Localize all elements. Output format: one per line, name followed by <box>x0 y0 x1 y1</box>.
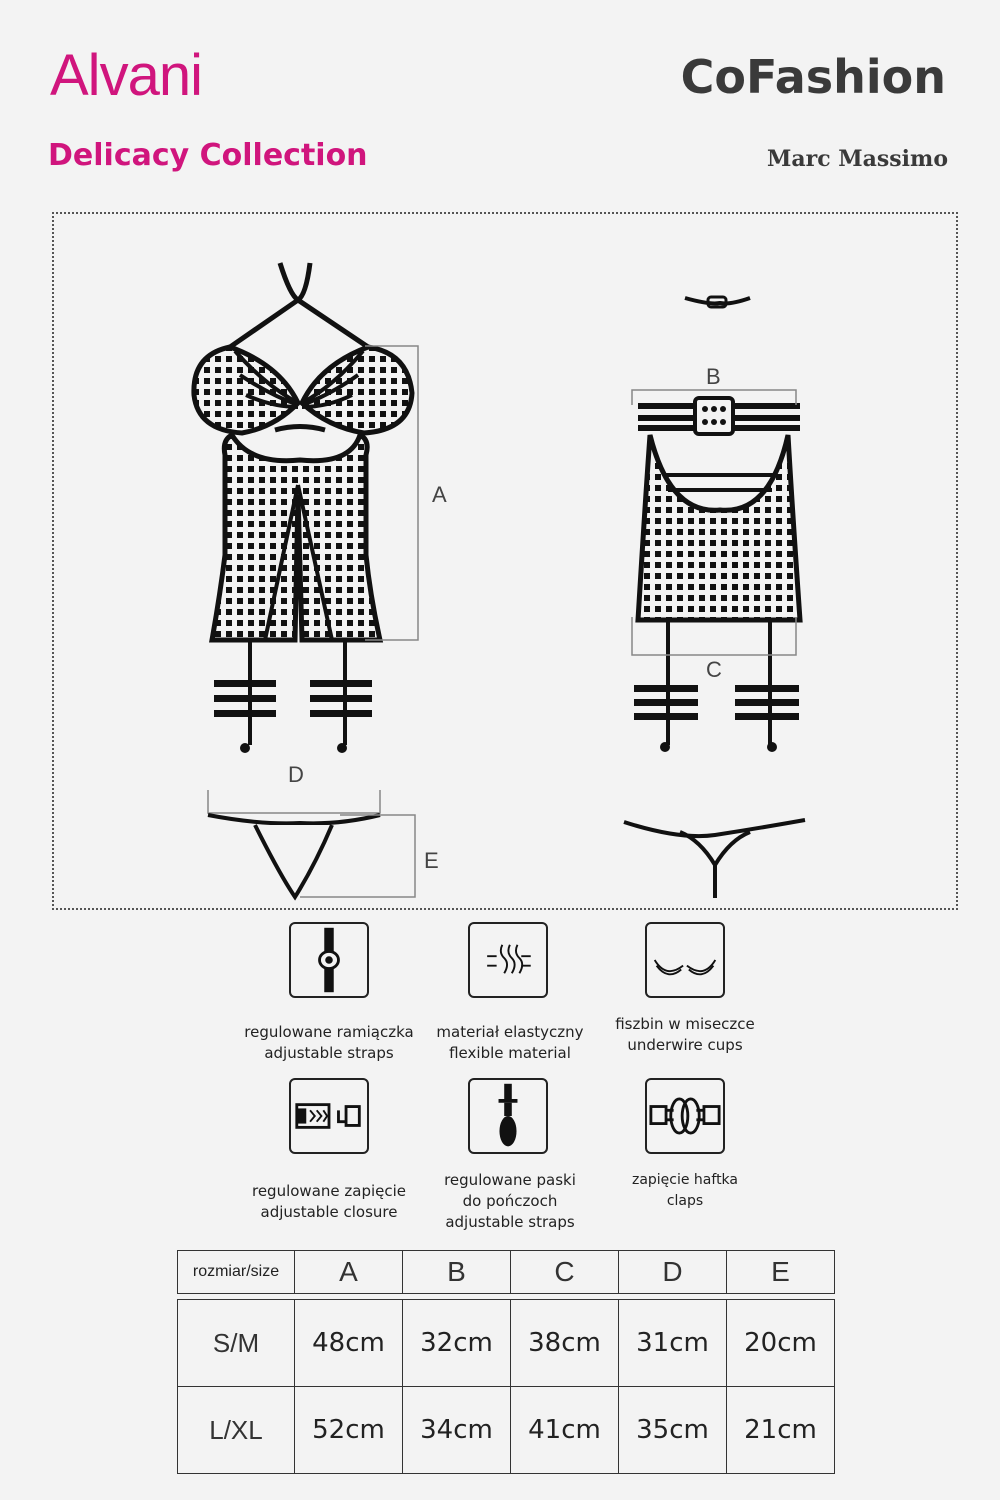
elastic-material-icon <box>468 922 548 998</box>
feature-caption-garter: regulowane paski do pończoch adjustable straps <box>444 1171 576 1231</box>
table-cell: 21cm <box>727 1387 835 1474</box>
feature-caption-closure: regulowane zapięcie adjustable closure <box>251 1182 407 1221</box>
underwire-cups-icon <box>645 922 725 998</box>
collection-name: Delicacy Collection <box>48 138 368 173</box>
feature-caption-straps: regulowane ramiączka adjustable straps <box>244 1023 414 1062</box>
table-row <box>178 1300 835 1387</box>
thong-back-illustration <box>620 810 810 900</box>
brand-name: Alvani <box>50 43 202 108</box>
dimension-b-c-brackets <box>630 385 800 675</box>
hook-clasp-icon <box>645 1078 725 1154</box>
dimension-e-label: E <box>424 848 439 873</box>
dimension-a-bracket <box>360 345 430 645</box>
header-a: A <box>295 1251 403 1294</box>
feature-caption-clasp: zapięcie haftka claps <box>631 1172 739 1209</box>
adjustable-strap-icon <box>289 922 369 998</box>
feature-caption-underwire: fiszbin w miseczce underwire cups <box>615 1015 755 1054</box>
feature-caption-elastic: materiał elastyczny flexible material <box>436 1023 584 1062</box>
table-cell: 41cm <box>511 1387 619 1474</box>
adjustable-closure-icon <box>289 1078 369 1154</box>
size-table <box>177 1299 835 1474</box>
dimension-a-label: A <box>432 482 447 507</box>
size-table-header <box>177 1250 835 1294</box>
header-b: B <box>403 1251 511 1294</box>
table-cell: 35cm <box>619 1387 727 1474</box>
thong-front-illustration <box>200 785 430 905</box>
table-cell: 38cm <box>511 1300 619 1387</box>
garter-strap-icon <box>468 1078 548 1154</box>
table-cell: 31cm <box>619 1300 727 1387</box>
dimension-d-label: D <box>288 762 304 787</box>
table-cell: 52cm <box>295 1387 403 1474</box>
table-cell: 20cm <box>727 1300 835 1387</box>
header-c: C <box>511 1251 619 1294</box>
table-cell: 34cm <box>403 1387 511 1474</box>
size-label: L/XL <box>178 1387 295 1474</box>
designer-name: Marc Massimo <box>767 146 948 172</box>
header-e: E <box>727 1251 835 1294</box>
table-cell: 32cm <box>403 1300 511 1387</box>
dimension-b-label: B <box>706 364 721 389</box>
table-cell: 48cm <box>295 1300 403 1387</box>
size-label: S/M <box>178 1300 295 1387</box>
dimension-c-label: C <box>706 657 722 682</box>
header-d: D <box>619 1251 727 1294</box>
company-name: CoFashion <box>680 50 946 104</box>
size-column-header: rozmiar/size <box>178 1251 295 1294</box>
table-row <box>178 1387 835 1474</box>
